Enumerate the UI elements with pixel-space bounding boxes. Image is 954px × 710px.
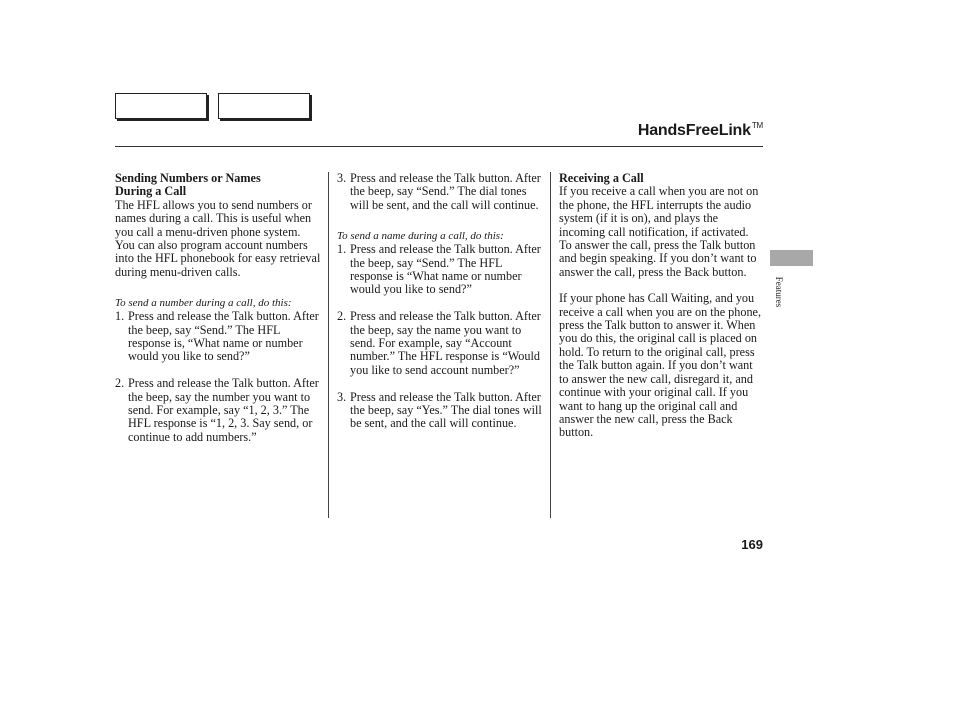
heading-line: During a Call bbox=[115, 184, 187, 199]
step-text: Press and release the Talk button. After the beep, say the name you want to send. For example, say “Account number.” The HFL response is “Would you like to send account number?” bbox=[350, 309, 541, 377]
list-item bbox=[337, 391, 542, 431]
page-number: 169 bbox=[741, 537, 763, 552]
step-number: 3. bbox=[337, 389, 347, 404]
column-sending-numbers bbox=[115, 172, 321, 444]
step-text: Press and release the Talk button. After the beep, say “Send.” The dial tones will be sent, and the call will continue. bbox=[350, 171, 541, 212]
title-text: HandsFreeLink bbox=[637, 122, 751, 139]
step-text: Press and release the Talk button. After the beep, say “Send.” The HFL response is “What name or number would you like to send?” bbox=[350, 242, 541, 297]
step-text: Press and release the Talk button. After the beep, say “Yes.” The dial tones will be sent, and the call will continue. bbox=[350, 389, 542, 431]
section-heading bbox=[115, 172, 321, 199]
step-list bbox=[337, 172, 542, 212]
column-send-name bbox=[337, 172, 542, 431]
list-item bbox=[115, 377, 321, 444]
list-item bbox=[337, 310, 542, 377]
list-item bbox=[337, 243, 542, 297]
trademark-mark: TM bbox=[751, 121, 763, 130]
step-text: Press and release the Talk button. After the beep, say “Send.” The HFL response is, “What name or number would you like to send?” bbox=[128, 309, 319, 364]
section-side-label: Features bbox=[774, 276, 784, 308]
list-item bbox=[337, 172, 542, 212]
step-number: 1. bbox=[337, 242, 347, 257]
body-paragraph: The HFL allows you to send numbers or names during a call. This is useful when you call a menu-driven phone system. You can also program account numbers into the HFL phonebook for easy retrieval during menu-driven calls. bbox=[115, 197, 321, 279]
step-number: 3. bbox=[337, 171, 347, 185]
step-text: Press and release the Talk button. After the beep, say the number you want to send. For example, say “1, 2, 3.” The HFL response is “1, 2, 3. Say send, or continue to add numbers.” bbox=[128, 376, 319, 444]
body-paragraph: If your phone has Call Waiting, and you receive a call when you are on the phone, press the Talk button to answer it. When you do this, the original call is placed on hold. To return to the original call, press the Talk button again. If you don’t want to answer the new call, disregard it, and continue with your original call. If you want to hang up the original call and answer the new call, press the Back button. bbox=[559, 291, 762, 440]
step-number: 2. bbox=[337, 309, 347, 324]
section-heading: Receiving a Call bbox=[559, 171, 644, 185]
step-number: 2. bbox=[115, 376, 125, 391]
body-paragraph: If you receive a call when you are not on the phone, the HFL interrupts the audio system (if it is on), and plays the incoming call notification, if activated. To answer the call, press the Talk button and begin speaking. If you don’t want to answer the call, press the Back button. bbox=[559, 184, 759, 279]
section-tab-marker bbox=[770, 250, 813, 266]
nav-button-next[interactable] bbox=[218, 93, 310, 119]
page-title bbox=[638, 121, 763, 140]
instruction-intro: To send a number during a call, do this: bbox=[115, 297, 292, 310]
step-number: 1. bbox=[115, 309, 125, 324]
column-receiving-call bbox=[559, 172, 764, 440]
instruction-intro: To send a name during a call, do this: bbox=[337, 230, 504, 243]
step-list bbox=[115, 310, 321, 444]
heading-line: Sending Numbers or Names bbox=[115, 171, 261, 185]
column-divider bbox=[328, 172, 329, 518]
nav-button-prev[interactable] bbox=[115, 93, 207, 119]
header-rule bbox=[115, 146, 763, 147]
list-item bbox=[115, 310, 321, 364]
column-divider bbox=[550, 172, 551, 518]
step-list bbox=[337, 243, 542, 431]
